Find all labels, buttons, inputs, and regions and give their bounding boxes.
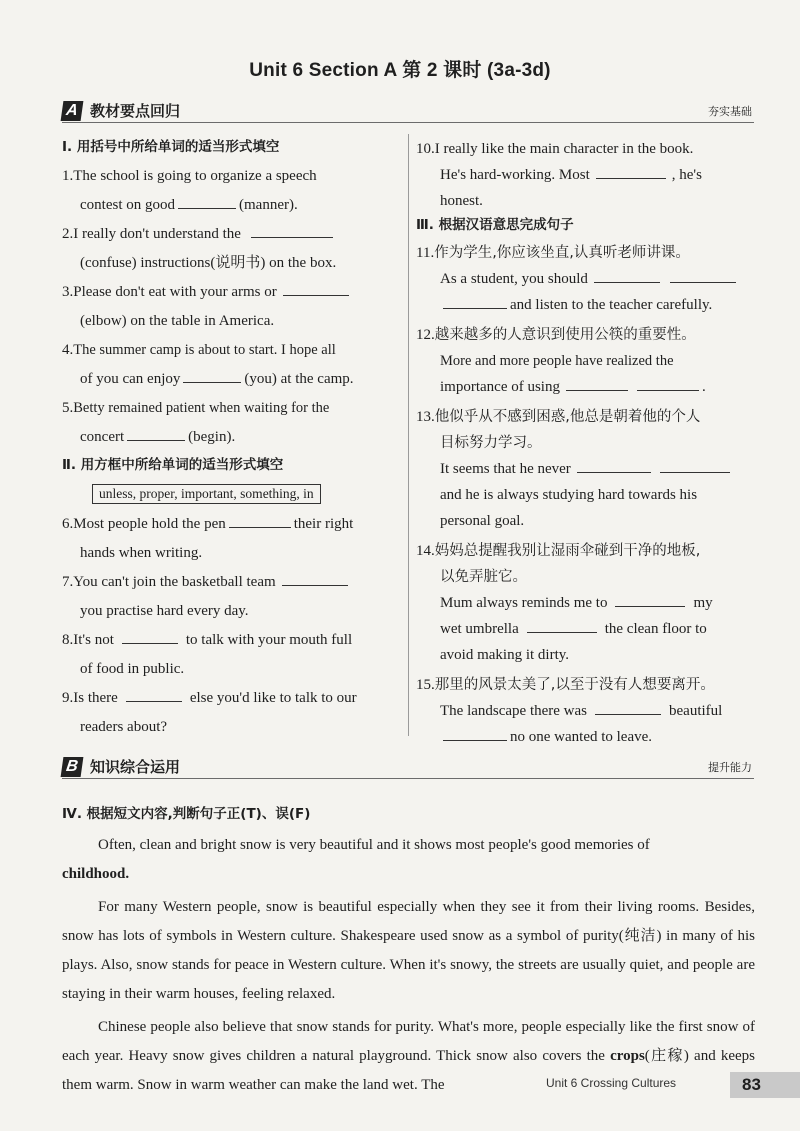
question-text: Mum always reminds me to (440, 595, 608, 611)
section-b-badge: B (61, 757, 84, 777)
section-b-tag: 提升能力 (708, 761, 752, 774)
question-6-cont (62, 539, 400, 568)
question-text: importance of using (440, 379, 560, 395)
answer-blank[interactable] (577, 458, 651, 473)
question-13-en2 (416, 482, 756, 508)
answer-blank[interactable] (594, 268, 660, 283)
question-text: to talk with your mouth full (185, 632, 353, 648)
question-number: 15. (416, 677, 435, 693)
question-text: (manner). (239, 197, 298, 213)
question-5 (62, 394, 400, 423)
footer-unit-title: Unit 6 Crossing Cultures (546, 1076, 677, 1090)
question-7 (62, 568, 400, 597)
passage-bold-word: crops (610, 1048, 645, 1064)
part3-heading: Ⅲ. 根据汉语意思完成句子 (416, 217, 574, 233)
question-text: It seems that he never (440, 461, 571, 477)
part2-heading: Ⅱ. 用方框中所给单词的适当形式填空 (62, 457, 284, 473)
question-text: contest on good (80, 197, 175, 213)
question-1 (62, 162, 400, 191)
question-10 (416, 136, 756, 162)
right-column-part3 (416, 214, 756, 750)
question-14-en3 (416, 642, 756, 668)
chinese-prompt: 妈妈总提醒我别让湿雨伞碰到干净的地板, (434, 543, 701, 559)
answer-blank[interactable] (596, 164, 666, 179)
question-text: you practise hard every day. (80, 603, 249, 619)
answer-blank[interactable] (660, 458, 730, 473)
question-text: (elbow) on the table in America. (80, 313, 275, 329)
question-text: no one wanted to leave. (510, 729, 653, 745)
question-8-cont (62, 655, 400, 684)
answer-blank[interactable] (283, 281, 349, 296)
question-13-en3 (416, 508, 756, 534)
question-4-cont (62, 365, 400, 394)
question-text: , he's (671, 167, 702, 183)
question-15-en (416, 698, 756, 724)
question-3-cont (62, 307, 400, 336)
question-text: Please don't eat with your arms or (73, 284, 277, 300)
question-text: I really like the main character in the book. (434, 141, 694, 157)
question-text: avoid making it dirty. (440, 647, 570, 663)
section-a-title: 教材要点回归 (90, 102, 181, 120)
chinese-prompt: 以免弄脏它。 (440, 569, 527, 585)
question-11-en2 (416, 292, 756, 318)
column-divider (408, 134, 409, 736)
question-text: of food in public. (80, 661, 185, 677)
question-7-cont (62, 597, 400, 626)
passage-text: Chinese people also believe that snow stands for purity. What's more, people especially like the first snow of each year. Heavy snow gives children a natural playground. Thick snow also covers the (62, 1019, 755, 1064)
question-text: beautiful (669, 703, 723, 719)
answer-blank[interactable] (282, 571, 348, 586)
page-title: Unit 6 Section A 第 2 课时 (3a-3d) (249, 60, 551, 81)
question-14-en2 (416, 616, 756, 642)
part4-heading: Ⅳ. 根据短文内容,判断句子正(T)、误(F) (62, 806, 311, 822)
page-footer (540, 1074, 800, 1096)
question-text: personal goal. (440, 513, 525, 529)
part1-heading: Ⅰ. 用括号中所给单词的适当形式填空 (62, 139, 280, 155)
question-text: else you'd like to talk to our (189, 690, 357, 706)
question-15 (416, 672, 756, 698)
question-text: and listen to the teacher carefully. (510, 297, 713, 313)
question-10-cont (416, 162, 756, 188)
chinese-prompt: 他似乎从不感到困惑,他总是朝着他的个人 (434, 409, 701, 425)
chinese-prompt: 那里的风景太美了,以至于没有人想要离开。 (434, 677, 715, 693)
right-column-top (416, 136, 756, 214)
question-13-en (416, 456, 756, 482)
question-1-cont (62, 191, 400, 220)
question-10-cont2 (416, 188, 756, 214)
left-column (62, 136, 400, 742)
answer-blank[interactable] (443, 294, 507, 309)
question-number: 1. (62, 168, 74, 184)
question-number: 9. (62, 690, 74, 706)
passage-paragraph-2: For many Western people, snow is beautiful especially when they see it from their living rooms. Besides, snow has lots of symbols in Western culture. Shakespeare used snow as a symbol of purity(纯洁) in many of his plays. Also, snow stands for peace in Western culture. When it's snowy, the streets are usually quiet, and people are staying in their warm houses, feeling relaxed. (62, 899, 755, 1002)
answer-blank[interactable] (595, 700, 661, 715)
page-number: 83 (730, 1072, 800, 1098)
question-text: Most people hold the pen (73, 516, 226, 532)
question-8 (62, 626, 400, 655)
question-3 (62, 278, 400, 307)
question-number: 13. (416, 409, 435, 425)
question-11 (416, 240, 756, 266)
answer-blank[interactable] (229, 513, 291, 528)
question-text: concert (80, 429, 125, 445)
answer-blank[interactable] (251, 223, 333, 238)
passage-bold-word: childhood. (62, 866, 130, 882)
question-text: The landscape there was (440, 703, 588, 719)
chinese-prompt: 越来越多的人意识到使用公筷的重要性。 (434, 327, 696, 343)
question-12 (416, 322, 756, 348)
question-text: the clean floor to (604, 621, 707, 637)
question-text: As a student, you should (440, 271, 588, 287)
answer-blank[interactable] (637, 376, 699, 391)
section-b-header (62, 756, 754, 779)
question-text: wet umbrella (440, 621, 519, 637)
question-9-cont (62, 713, 400, 742)
question-number: 12. (416, 327, 435, 343)
question-text: of you can enjoy (80, 371, 181, 387)
answer-blank[interactable] (443, 726, 507, 741)
question-number: 6. (62, 516, 74, 532)
answer-blank[interactable] (615, 592, 685, 607)
question-12-en2: importance of using . (416, 374, 756, 400)
question-14-en (416, 590, 756, 616)
section-a-tag: 夯实基础 (708, 105, 752, 118)
question-5-cont (62, 423, 400, 452)
section-a-badge: A (61, 101, 84, 121)
question-number: 14. (416, 543, 435, 559)
answer-blank[interactable] (126, 687, 182, 702)
question-9 (62, 684, 400, 713)
question-text: It's not (73, 632, 114, 648)
passage-text: (庄稼) and keeps them warm. Snow in warm weather can make the land wet. The (62, 1048, 755, 1093)
chinese-prompt: 目标努力学习。 (440, 435, 542, 451)
question-number: 7. (62, 574, 74, 590)
question-2 (62, 220, 400, 249)
question-text: and he is always studying hard towards his (440, 487, 698, 503)
question-text: (confuse) instructions(说明书) on the box. (80, 255, 337, 271)
question-15-en2 (416, 724, 756, 750)
question-number: 3. (62, 284, 74, 300)
question-4 (62, 336, 400, 365)
answer-blank[interactable] (127, 426, 185, 441)
question-11-en (416, 266, 756, 292)
question-13 (416, 404, 756, 430)
question-12-en (416, 348, 756, 374)
chinese-prompt: 作为学生,你应该坐直,认真听老师讲课。 (434, 245, 690, 261)
answer-blank[interactable] (122, 629, 178, 644)
question-text: honest. (440, 193, 483, 209)
question-text: hands when writing. (80, 545, 203, 561)
question-2-cont (62, 249, 400, 278)
passage-paragraph-1 (62, 831, 755, 889)
question-number: 4. (62, 342, 74, 358)
reading-passage (62, 800, 755, 1100)
question-number: 11. (416, 245, 435, 261)
question-text: (begin). (188, 429, 236, 445)
question-number: 2. (62, 226, 74, 242)
question-text: I really don't understand the (73, 226, 241, 242)
question-6 (62, 510, 400, 539)
answer-blank[interactable] (566, 376, 628, 391)
passage-text: Often, clean and bright snow is very beautiful and it shows most people's good memories of (98, 837, 650, 853)
question-text: their right (293, 516, 354, 532)
question-text: (you) at the camp. (244, 371, 354, 387)
question-text: You can't join the basketball team (73, 574, 276, 590)
section-b-title: 知识综合运用 (90, 758, 181, 776)
question-number: 8. (62, 632, 74, 648)
question-text: readers about? (80, 719, 168, 735)
question-13-cn2 (416, 430, 756, 456)
question-text: The summer camp is about to start. I hope all (73, 342, 336, 358)
answer-blank[interactable] (178, 194, 236, 209)
question-text: Is there (73, 690, 118, 706)
question-number: 5. (62, 400, 74, 416)
question-text: The school is going to organize a speech (73, 168, 317, 184)
question-text: my (693, 595, 713, 611)
question-14-cn2 (416, 564, 756, 590)
question-text: He's hard-working. Most (440, 167, 590, 183)
answer-blank[interactable] (183, 368, 241, 383)
section-a-header (62, 100, 754, 123)
answer-blank[interactable] (527, 618, 597, 633)
question-text: Betty remained patient when waiting for the (73, 400, 330, 416)
question-14 (416, 538, 756, 564)
answer-blank[interactable] (670, 268, 736, 283)
word-box: unless, proper, important, something, in (92, 484, 321, 504)
question-text: More and more people have realized the (440, 353, 674, 369)
question-number: 10. (416, 141, 435, 157)
